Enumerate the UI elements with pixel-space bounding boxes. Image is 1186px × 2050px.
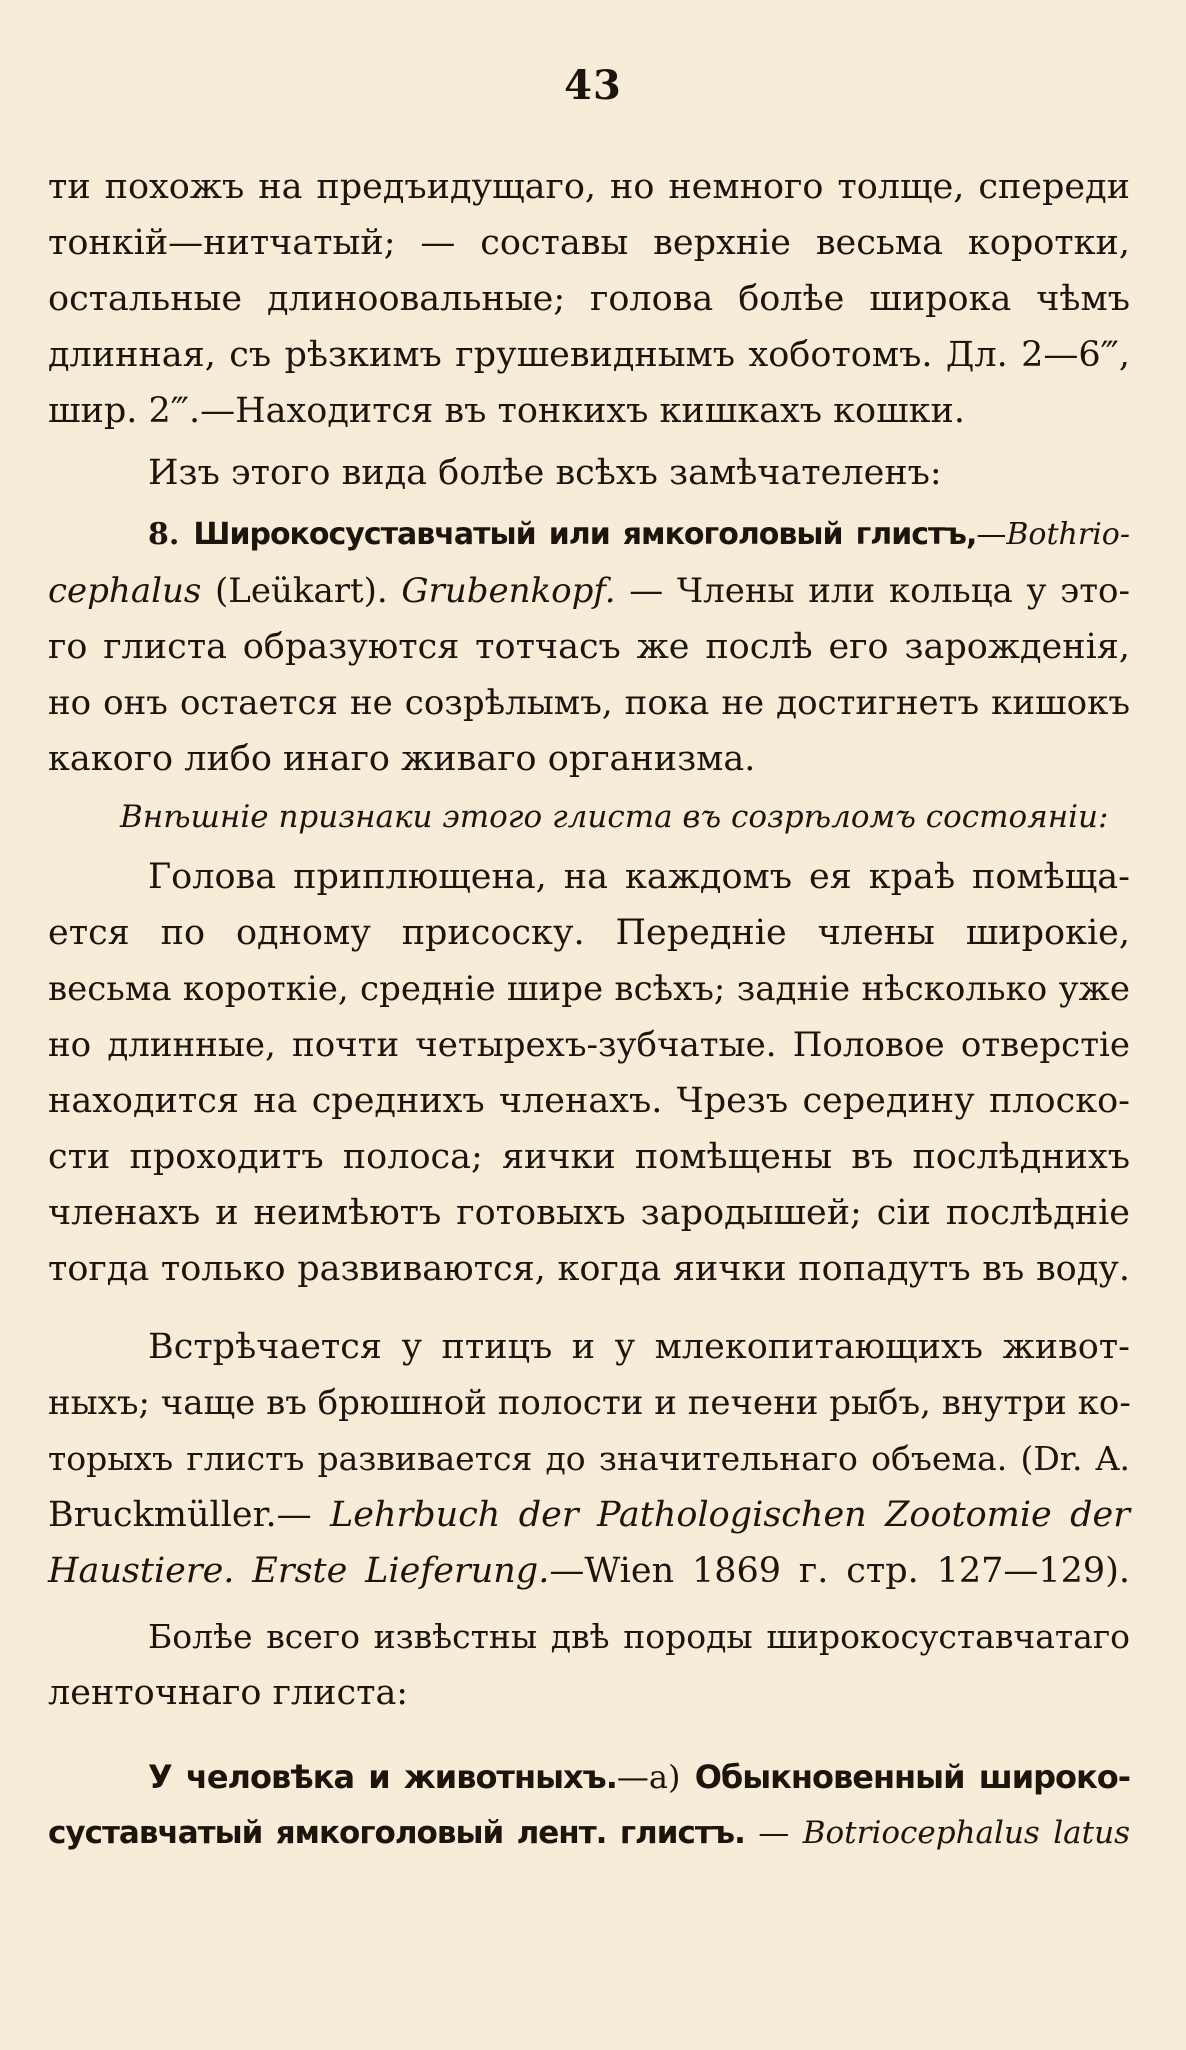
section-number: 8. xyxy=(148,517,194,552)
text-line: торыхъ глистъ развивается до значительнаго объема. (Dr. A. xyxy=(48,1439,1130,1478)
text-line: ныхъ; чаще въ брюшной полости и печени рыбъ, внутри ко- xyxy=(48,1383,1131,1423)
dash: — xyxy=(744,1815,803,1851)
author: (Leükart). xyxy=(201,571,402,611)
text-line: но онъ остается не созрѣлымъ, пока не достигнетъ кишокъ xyxy=(48,683,1130,723)
author: Bruckmüller.— xyxy=(48,1495,331,1535)
text-line: весьма короткіе, средніе шире всѣхъ; задніе нѣсколько уже xyxy=(48,969,1130,1009)
text-line: ется по одному присоску. Передніе члены широкіе, xyxy=(48,913,1130,953)
text-line: Встрѣчается у птицъ и у млекопитающихъ живот- xyxy=(148,1327,1130,1367)
subsection-heading: У человѣка и животныхъ. xyxy=(148,1758,617,1796)
section-heading: Широкосуставчатый или ямкоголовый глистъ, xyxy=(193,517,977,552)
text-line: сти проходитъ полоса; яички помѣщены въ послѣднихъ xyxy=(48,1137,1130,1177)
latin-name: Botriocephalus latus xyxy=(802,1815,1130,1851)
species-name: суставчатый ямкоголовый лент. глистъ. xyxy=(48,1815,745,1851)
text-line xyxy=(48,564,1130,618)
species-name: Обыкновенный широко- xyxy=(694,1758,1131,1796)
text-line xyxy=(48,1544,1130,1598)
text-line: ленточнаго глиста: xyxy=(48,1673,409,1713)
text-line: Голова приплющена, на каждомъ ея краѣ помѣща- xyxy=(148,857,1130,897)
dash: — xyxy=(976,517,1007,552)
text-line: Изъ этого вида болѣе всѣхъ замѣчателенъ: xyxy=(148,453,942,493)
text-line xyxy=(48,508,1130,562)
text-line xyxy=(48,1750,1130,1804)
text-line xyxy=(48,1488,1130,1542)
page-number: 43 xyxy=(564,62,622,109)
text-line: членахъ и неимѣютъ готовыхъ зародышей; сіи послѣдніе xyxy=(48,1193,1130,1233)
text-line: но длинные, почти четырехъ-зубчатые. Половое отверстіе xyxy=(48,1025,1130,1065)
text-line: ти похожъ на предъидущаго, но немного толще, спереди xyxy=(48,167,1130,207)
citation: —Wien 1869 г. стр. 127—129). xyxy=(549,1551,1130,1591)
text-line: остальные длиноовальные; голова болѣе широка чѣмъ xyxy=(48,279,1130,319)
text-line: какого либо инаго живаго организма. xyxy=(48,739,756,779)
text-line: длинная, съ рѣзкимъ грушевиднымъ хоботомъ. Дл. 2—6‴, xyxy=(48,335,1130,375)
subheading: Внѣшніе признаки этого глиста въ созрѣломъ состояніи: xyxy=(120,799,1109,835)
book-title: Haustiere. Erste Lieferung. xyxy=(48,1551,550,1591)
latin-name: cephalus xyxy=(48,571,202,611)
book-title: Lehrbuch der Pathologischen Zootomie der xyxy=(330,1495,1130,1535)
text-line: шир. 2‴.—Находится въ тонкихъ кишкахъ кошки. xyxy=(48,391,965,431)
german-name: Grubenkopf. xyxy=(401,571,616,611)
text-line: тогда только развиваются, когда яички попадутъ въ воду. xyxy=(48,1249,1130,1289)
text-line xyxy=(48,1806,1130,1860)
text-line: го глиста образуются тотчасъ же послѣ его зарожденія, xyxy=(48,627,1130,667)
latin-name: Bothrio- xyxy=(1006,517,1131,552)
text-line: тонкій—нитчатый; — составы верхніе весьма коротки, xyxy=(48,223,1130,263)
text-run: —а) xyxy=(616,1758,695,1796)
text-line: Болѣе всего извѣстны двѣ породы широкосуставчатаго xyxy=(148,1617,1130,1656)
text-line: находится на среднихъ членахъ. Чрезъ середину плоско- xyxy=(48,1081,1130,1121)
text-run: — Члены или кольца у это- xyxy=(615,571,1130,611)
